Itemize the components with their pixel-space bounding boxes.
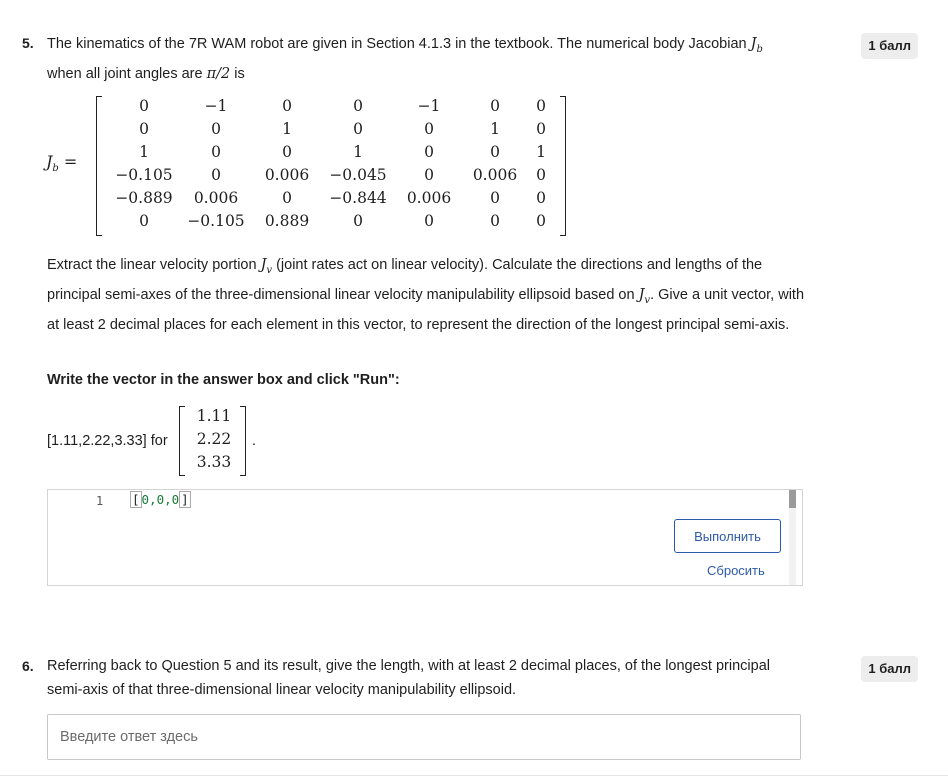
matrix-cell: 0 [282,189,292,207]
matrix-cell: −1 [417,97,441,115]
matrix-cell: 0 [490,143,500,161]
jb-symbol: J [750,36,757,52]
matrix-row [108,141,556,164]
reset-link[interactable]: Сбросить [707,563,765,578]
matrix-cell: 1 [139,143,149,161]
matrix-cell: 0 [490,189,500,207]
vector-cell: 3.33 [196,453,232,471]
matrix-label: $J_b$ = [46,152,78,175]
matrix-cell: 0 [139,120,149,138]
matrix-cell: 0 [490,212,500,230]
matrix-cell: 0.006 [193,189,239,207]
matrix-cell: −0.105 [115,166,173,184]
matrix-cell: 0 [536,166,546,184]
matrix-cell: 0 [211,120,221,138]
matrix-cell: 0 [353,120,363,138]
matrix-cell: 1 [536,143,546,161]
matrix-cell: 0 [424,143,434,161]
instruction: Write the vector in the answer box and click "Run": [47,372,400,388]
matrix-row [108,118,556,141]
code-editor[interactable] [47,489,803,586]
vector-cell: 1.11 [196,407,232,425]
editor-scrollbar[interactable] [789,490,796,585]
example-vector [192,405,236,474]
matrix-cell: 0 [424,212,434,230]
divider [0,775,948,776]
matrix-cell: 0 [536,189,546,207]
matrix-cell: 0.006 [472,166,518,184]
matrix-cell: 0 [536,212,546,230]
matrix-cell: 0 [211,166,221,184]
matrix-cell: −0.844 [329,189,387,207]
scrollbar-thumb[interactable] [789,490,796,508]
matrix-row [108,187,556,210]
question-number: 6. [22,658,34,674]
vector-cell: 2.22 [196,430,232,448]
matrix-cell: −0.105 [187,212,245,230]
run-button[interactable]: Выполнить [674,519,781,553]
code-line[interactable]: [ 0,0,0 ] [132,492,189,507]
matrix-cell: 0.006 [406,189,452,207]
matrix-bracket-right [560,96,566,236]
matrix-cell: 0 [424,120,434,138]
matrix-row [108,210,556,233]
vector-bracket-left [179,406,185,476]
question-text: The kinematics of the 7R WAM robot are given in Section 4.1.3 in the textbook. The numerical body Jacobian $J_b$ when all joint angles are π/2 is [47,36,763,82]
matrix-bracket-left [96,96,102,236]
matrix-row [108,164,556,187]
matrix-cell: 0 [536,120,546,138]
points-badge: 1 балл [861,656,918,682]
matrix-cell: 0 [424,166,434,184]
matrix-cell: −0.045 [329,166,387,184]
matrix-row [108,95,556,118]
matrix-cell: 0 [139,212,149,230]
matrix-cell: 0 [282,97,292,115]
example-text: [1.11,2.22,3.33] for [47,433,168,449]
matrix-cell: 0 [282,143,292,161]
matrix-cell: 0.006 [264,166,310,184]
matrix-cell: 0 [490,97,500,115]
matrix-cell: 0 [211,143,221,161]
jacobian-matrix [108,95,556,233]
matrix-cell: 0 [353,212,363,230]
matrix-cell: −1 [204,97,228,115]
question-number: 5. [22,35,34,51]
matrix-cell: 1 [490,120,500,138]
matrix-cell: 0 [139,97,149,115]
points-badge: 1 балл [861,33,918,59]
matrix-cell: 0.889 [264,212,310,230]
line-number: 1 [96,494,104,508]
question-text: Referring back to Question 5 and its result, give the length, with at least 2 decimal places, of the longest principal semi-axis of that three-dimensional linear velocity manipulability ellipsoid. [47,658,770,698]
question-description: Extract the linear velocity portion $J_v$ (joint rates act on linear velocity). Calculate the directions and lengths of the principal semi-axes of the three-dimensional linear velocity manipulability ellipsoid based on $J_v$. Give a unit vector, with at least 2 decimal places for each element in this vector, to represent the direction of the longest principal semi-axis. [47,257,805,333]
matrix-cell: 0 [353,97,363,115]
angle-value: π/2 [206,65,231,82]
matrix-cell: −0.889 [115,189,173,207]
answer-input[interactable] [47,714,801,760]
example-period: . [252,433,257,449]
vector-bracket-right [240,406,246,476]
matrix-cell: 1 [282,120,292,138]
matrix-cell: 0 [536,97,546,115]
matrix-cell: 1 [353,143,363,161]
